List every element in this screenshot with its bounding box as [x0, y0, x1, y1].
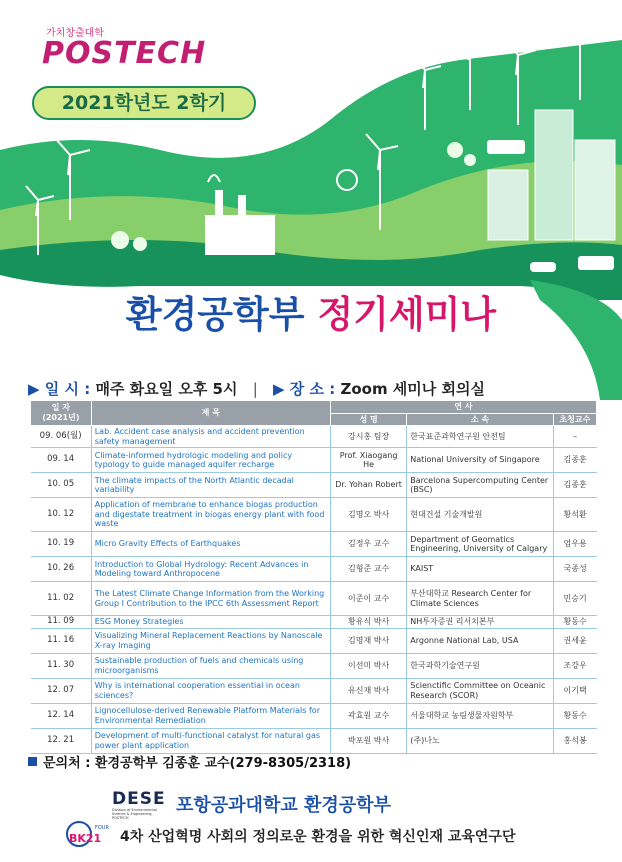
- row-affiliation: KAIST: [407, 557, 554, 582]
- table-row: [31, 448, 597, 473]
- place-label: 장 소 :: [289, 380, 336, 398]
- row-date: 10. 12: [31, 498, 92, 532]
- row-affiliation: National University of Singapore: [407, 448, 554, 473]
- row-affiliation: 부산대학교 Research Center for Climate Sciences: [407, 582, 554, 616]
- table-row: [31, 628, 597, 653]
- row-host: 황동수: [553, 703, 596, 728]
- dese-logo: [112, 790, 164, 820]
- logo-tagline: 가치창출대학: [46, 28, 104, 39]
- table-row: [31, 616, 597, 629]
- row-topic: Why is international cooperation essential in ocean sciences?: [91, 678, 330, 703]
- row-affiliation: Department of Geomatics Engineering, University of Calgary: [407, 532, 554, 557]
- row-topic: Climate-informed hydrologic modeling and policy typology to guide managed aquifer recharge: [91, 448, 330, 473]
- table-row: [31, 473, 597, 498]
- row-host: 김종훈: [553, 448, 596, 473]
- table-row: [31, 532, 597, 557]
- row-topic: Micro Gravity Effects of Earthquakes: [91, 532, 330, 557]
- row-speaker: 김정우 교수: [330, 532, 406, 557]
- page-title: [0, 293, 622, 337]
- row-affiliation: Argonne National Lab, USA: [407, 628, 554, 653]
- header-host: 초청교수: [553, 414, 596, 426]
- row-affiliation: (주)나노: [407, 728, 554, 753]
- title-seminar: 정기세미나: [317, 293, 497, 336]
- row-speaker: 곽효원 교수: [330, 703, 406, 728]
- department-name: 포항공과대학교 환경공학부: [176, 795, 391, 816]
- seminar-schedule-table: [30, 400, 597, 754]
- row-affiliation: Scienctific Committee on Oceanic Research (SCOR): [407, 678, 554, 703]
- row-speaker: 강시홍 팀장: [330, 426, 406, 448]
- row-speaker: 이준이 교수: [330, 582, 406, 616]
- dese-subtitle: Division of Environmental Science & Engineering, POSTECH: [112, 808, 157, 820]
- row-host: 김종훈: [553, 473, 596, 498]
- table-row: [31, 426, 597, 448]
- row-affiliation: 현대건설 기술개발원: [407, 498, 554, 532]
- row-affiliation: Barcelona Supercomputing Center (BSC): [407, 473, 554, 498]
- row-speaker: 박포원 박사: [330, 728, 406, 753]
- row-topic: Lab. Accident case analysis and accident prevention safety management: [91, 426, 330, 448]
- seminar-info: [28, 378, 485, 399]
- contact-text: 문의처 : 환경공학부 김종훈 교수(279-8305/2318): [43, 756, 352, 771]
- row-date: 12. 14: [31, 703, 92, 728]
- row-affiliation: 한국표준과학연구원 안전팀: [407, 426, 554, 448]
- row-topic: Introduction to Global Hydrology: Recent Advances in Modeling toward Anthropocene: [91, 557, 330, 582]
- time-value: 매주 화요일 오후 5시: [95, 380, 238, 398]
- info-divider: |: [252, 380, 258, 398]
- table-row: [31, 498, 597, 532]
- table-row: [31, 678, 597, 703]
- bk-four: FOUR: [95, 825, 109, 831]
- row-host: 엄우용: [553, 532, 596, 557]
- row-date: 11. 30: [31, 653, 92, 678]
- row-speaker: 김명오 박사: [330, 498, 406, 532]
- header-topic: 제 목: [91, 401, 330, 426]
- program-name: 4차 산업혁명 사회의 정의로운 환경을 위한 혁신인재 교육연구단: [120, 829, 516, 845]
- row-affiliation: 한국과학기술연구원: [407, 653, 554, 678]
- row-topic: The climate impacts of the North Atlantic decadal variability: [91, 473, 330, 498]
- row-affiliation: 서울대학교 농림생물자원학부: [407, 703, 554, 728]
- row-host: 황동수: [553, 616, 596, 629]
- place-value: Zoom 세미나 회의실: [340, 380, 485, 398]
- row-date: 09. 06(월): [31, 426, 92, 448]
- row-date: 10. 19: [31, 532, 92, 557]
- row-speaker: 황유식 박사: [330, 616, 406, 629]
- row-date: 11. 16: [31, 628, 92, 653]
- bk-label: BK21: [69, 832, 102, 845]
- postech-logo: POSTECH: [42, 36, 207, 71]
- header-name: 성 명: [330, 414, 406, 426]
- table-row: [31, 703, 597, 728]
- row-host: 국종성: [553, 557, 596, 582]
- row-host: 홍석봉: [553, 728, 596, 753]
- row-host: 민승기: [553, 582, 596, 616]
- row-date: 11. 09: [31, 616, 92, 629]
- row-topic: ESG Money Strategies: [91, 616, 330, 629]
- row-topic: Lignocellulose-derived Renewable Platform Materials for Environmental Remediation: [91, 703, 330, 728]
- triangle-icon: ▶: [28, 380, 40, 398]
- row-speaker: 이선미 박사: [330, 653, 406, 678]
- row-host: –: [553, 426, 596, 448]
- row-date: 10. 26: [31, 557, 92, 582]
- row-speaker: 김명재 박사: [330, 628, 406, 653]
- row-speaker: 유신재 박사: [330, 678, 406, 703]
- contact-info: [28, 752, 351, 771]
- row-date: 11. 02: [31, 582, 92, 616]
- dese-wordmark: DESE: [112, 789, 166, 809]
- square-bullet-icon: [28, 757, 37, 766]
- title-department: 환경공학부: [125, 293, 305, 336]
- row-speaker: Prof. Xiaogang He: [330, 448, 406, 473]
- table-row: [31, 557, 597, 582]
- row-topic: Sustainable production of fuels and chemicals using microorganisms: [91, 653, 330, 678]
- row-host: 권세윤: [553, 628, 596, 653]
- row-host: 황석환: [553, 498, 596, 532]
- row-date: 09. 14: [31, 448, 92, 473]
- row-date: 12. 21: [31, 728, 92, 753]
- row-host: 이기택: [553, 678, 596, 703]
- row-speaker: 김형준 교수: [330, 557, 406, 582]
- header-speaker-group: 연 사: [330, 401, 596, 414]
- table-row: [31, 582, 597, 616]
- time-label: 일 시 :: [44, 380, 91, 398]
- table-row: [31, 728, 597, 753]
- row-speaker: Dr. Yohan Robert: [330, 473, 406, 498]
- header-date: 일 자 (2021년): [31, 401, 92, 426]
- header-affiliation: 소 속: [407, 414, 554, 426]
- bk21-logo-icon: [65, 820, 113, 848]
- row-date: 12. 07: [31, 678, 92, 703]
- row-affiliation: NH투자증권 리서치본부: [407, 616, 554, 629]
- row-date: 10. 05: [31, 473, 92, 498]
- term-badge: 2021학년도 2학기: [32, 86, 256, 120]
- row-topic: The Latest Climate Change Information from the Working Group I Contribution to the IPCC 6th Assessment Report: [91, 582, 330, 616]
- row-topic: Visualizing Mineral Replacement Reactions by Nanoscale X-ray Imaging: [91, 628, 330, 653]
- table-row: [31, 653, 597, 678]
- row-host: 조강우: [553, 653, 596, 678]
- triangle-icon: ▶: [273, 380, 285, 398]
- row-topic: Application of membrane to enhance biogas production and digestate treatment in biogas energy plant with food waste: [91, 498, 330, 532]
- row-topic: Development of multi-functional catalyst for natural gas power plant application: [91, 728, 330, 753]
